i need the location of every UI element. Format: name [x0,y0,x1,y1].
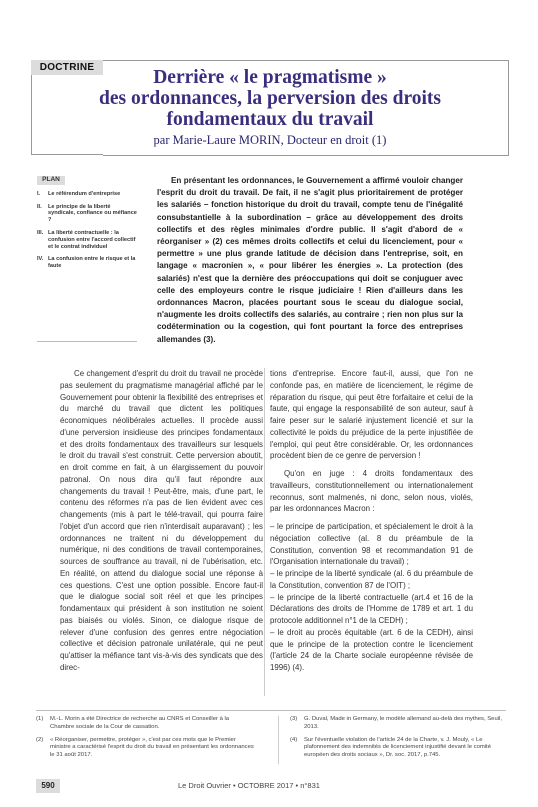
title-line-3: fondamentaux du travail [166,109,374,130]
plan-item [37,204,137,224]
footnote-text: « Réorganiser, permettre, protéger », c'est par ces mots que le Premier ministre a caractérisé l'esprit du droit du travail en présentant les ordonnances le 31 août 2017. [50,736,254,759]
title-line-1: Derrière « le pragmatisme » [153,67,387,88]
rights-list-item: – le principe de participation, et spécialement le droit à la négociation collective (al. 8 du préambule de la Constitution, convention 98 et recommandation 91 de l'Organisation internationale du travail) ; [270,522,473,567]
plan-item-number: III. [37,229,44,236]
body-paragraph: tions d'entreprise. Encore faut-il, aussi, que l'on ne confonde pas, en matière de licenciement, le régime de réparation du risque, qui peut être forfaitaire et celui de la faute, qui engage la responsabilité de son auteur, sauf à faire peser sur le salarié injustement licencié et sur la collectivité le poids du préjudice de la perte injustifiée de l'emploi, qui peut être considérable. Or, les ordonnances procèdent bien de ce genre de perversion ! [270,369,473,461]
plan-divider [37,341,137,342]
plan-item [37,191,137,198]
plan-item-number: I. [37,190,41,197]
rights-list-item: – le droit au procès équitable (art. 6 de la CEDH), ainsi que le principe de la protection contre le licenciement (l'article 24 de la Charte sociale européenne révisée de 1996) (4). [270,627,473,672]
article-title [40,67,500,130]
body-column-left [60,368,263,680]
plan-label: PLAN [37,176,65,185]
footnote [290,716,508,732]
footnote-text: G. Duval, Made in Germany, le modèle allemand au-delà des mythes, Seuil, 2013. [304,716,502,730]
page-number: 590 [36,779,60,793]
body-paragraph: Qu'on en juge : 4 droits fondamentaux des travailleurs, constitutionnellement ou internationalement reconnus, sont malmenés, ni donc, selon nous, violés, par les ordonnances Macron : [270,469,473,514]
plan-item-text: La liberté contractuelle : la confusion entre l'accord collectif et le contrat individuel [48,229,136,250]
lead-paragraph: En présentant les ordonnances, le Gouvernement a affirmé vouloir changer l'esprit du droit du travail. De fait, il ne s'agit plus prioritairement de protéger les salariés – fonction historique du droit du travail, compte tenu de l'inégalité consubstantielle à la subordination – grâce au développement des droits collectifs et des règles minimales d'ordre public. Il s'agit d'abord de « réorganiser » (2) ces mêmes droits collectifs et celui du licenciement, pour « permettre » une plus grande latitude de décision dans l'entreprise, soit, en langage « macronien », « pour libérer les énergies ». La protection (des salariés) n'est que la dernière des préoccupations qui doit se conjuguer avec celle des employeurs contre le risque judiciaire ! Rien d'ailleurs dans les ordonnances Macron, placées pourtant sous le sceau du dialogue social, n'augmente les droits collectifs des salariés, au contraire ; rien non plus sur la codétermination ou la cogestion, qui font pourtant la force des entreprises allemandes (3). [157,176,463,344]
footnote-divider [36,710,506,711]
footnote [36,737,254,760]
column-divider [264,368,265,696]
plan-item-number: IV. [37,256,44,263]
title-frame-left [31,75,32,154]
plan-item [37,256,137,270]
title-line-2: des ordonnances, la perversion des droits [99,88,441,109]
rights-list-item: – le principe de la liberté syndicale (al. 6 du préambule de la Constitution, convention 87 de l'OIT) ; [270,569,473,590]
title-frame-bottom [31,154,103,155]
byline: par Marie-Laure MORIN, Docteur en droit (1) [153,133,387,147]
footnote-number: (3) [290,716,298,722]
section-badge: DOCTRINE [31,60,103,75]
footnotes-left [36,716,254,765]
footnote-number: (1) [36,716,44,722]
footnote-column-divider [278,716,279,764]
running-footer: Le Droit Ouvrier • OCTOBRE 2017 • n°831 [178,781,320,790]
footnote [36,716,254,732]
body-column-right [270,368,473,680]
footnote-text: Sur l'éventuelle violation de l'article 24 de la Charte, v. J. Mouly, « Le plafonnement des indemnités de licenciement injustifié devant le comité européen des droits sociaux », Dr. soc. 2017, p.745. [304,736,491,759]
plan-item [37,230,137,250]
plan-box [37,176,137,276]
plan-item-text: Le référendum d'entreprise [48,190,121,197]
footnote-text: M.-L. Morin a été Directrice de recherche au CNRS et Conseiller à la Chambre sociale de la Cour de cassation. [50,716,230,730]
plan-item-text: Le principe de la liberté syndicale, confiance ou méfiance ? [48,203,137,224]
plan-item-text: La confusion entre le risque et la faute [48,256,136,270]
plan-item-number: II. [37,203,42,210]
rights-list-item: – le principe de la liberté contractuelle (art.4 et 16 de la Déclarations des droits de l'Homme de 1789 et art. 1 du protocole additionnel n°1 de la CEDH) ; [270,592,473,625]
footnote-number: (4) [290,736,298,743]
footnote [290,737,508,760]
footnote-number: (2) [36,736,44,743]
body-paragraph: Ce changement d'esprit du droit du travail ne procède pas seulement du pragmatisme managérial affiché par le Gouvernement pour obtenir la flexibilité des entreprises et du marché du travail que dictent les politiques économiques néolibérales actuelles. Il procède aussi d'une perversion insidieuse des principes fondamentaux et des droits fondamentaux des travailleurs sur lesquels le droit du travail s'est construit. Cette perversion aboutit, en droit comme en fait, à un élargissement du pouvoir patronal. On nous dira qu'il faut répondre aux changements du travail ! Peut-être, mais, d'une part, le contenu des réformes n'a pas de lien évident avec ces changements (mis à part le télé-travail, qui pourra faire l'objet d'un accord que rien n'interdisait auparavant) ; les ordonnances ne traitent ni du développement du numérique, ni des conditions de travail contemporaines, sources de souffrance au travail, ni de l'ubérisation, etc. En réalité, on attend du dialogue social une réponse à ces questions. C'est une option possible. Encore faut-il que le dialogue social soit réel et que les principes fondamentaux qui président à son institution ne soient pas biaisés ou violés. Sinon, ce dialogue risque de relever d'une confusion des genres entre négociation collective et décision patronale unilatérale, qui ne peut qu'attiser la méfiance tant vis-à-vis des syndicats que des direc- [60,369,263,672]
footnotes-right [290,716,508,765]
